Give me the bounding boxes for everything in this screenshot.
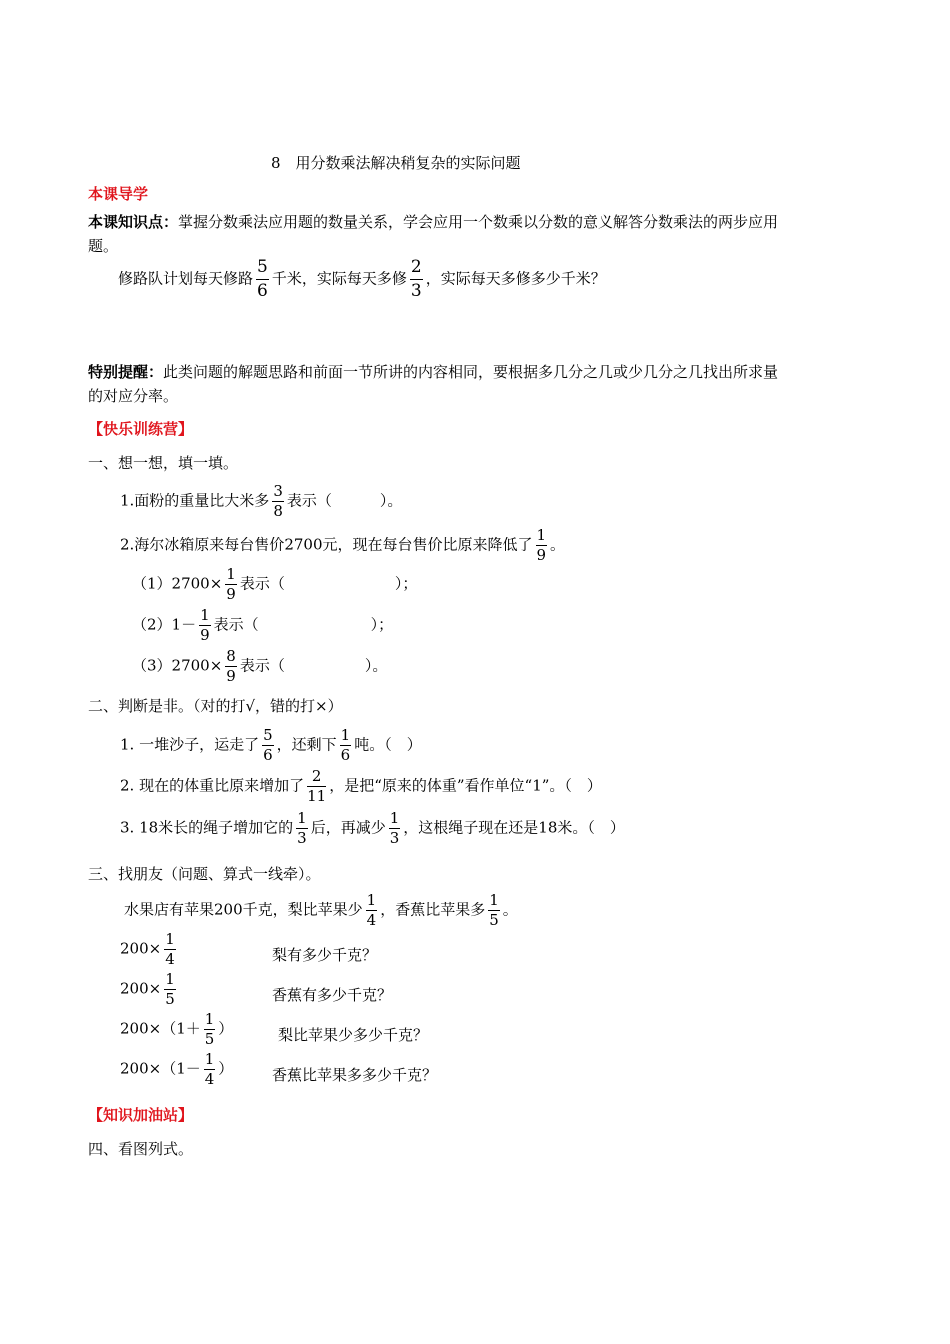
- s3-intro: 水果店有苹果200千克，梨比苹果少 $\frac{1}{4}$ ，香蕉比苹果多 $\frac{1}{5}$ 。: [124, 891, 518, 929]
- section3-heading: 三、找朋友（问题、算式一线牵）。: [88, 865, 321, 883]
- s2-question-2: 2. 现在的体重比原来增加了 $\frac{2}{11}$ ，是把“原来的体重”看作单位“1”。（ ）: [120, 767, 602, 805]
- knowledge-line-1: [88, 211, 778, 232]
- s1-question-2: 2.海尔冰箱原来每台售价2700元，现在每台售价比原来降低了 $\frac{1}{9}$ 。: [120, 526, 566, 564]
- fraction: $\frac{5}{6}$: [257, 257, 268, 301]
- example-problem: [118, 259, 606, 300]
- camp-heading: 【快乐训练营】: [88, 420, 194, 438]
- knowledge-text: 掌握分数乘法应用题的数量关系，学会应用一个数乘以分数的意义解答分数乘法的两步应用: [178, 213, 779, 231]
- fraction: $\frac{1}{4}$: [204, 1050, 215, 1088]
- match-expression[interactable]: 200× $\frac{1}{5}$: [120, 970, 175, 1008]
- fraction: $\frac{3}{8}$: [273, 482, 283, 520]
- fraction: $\frac{1}{5}$: [204, 1010, 215, 1048]
- fraction: $\frac{8}{9}$: [226, 647, 236, 685]
- fraction: $\frac{1}{9}$: [200, 606, 210, 644]
- knowledge-label: 本课知识点：: [88, 213, 179, 231]
- section4-heading: 四、看图列式。: [88, 1140, 194, 1158]
- fraction: $\frac{2}{11}$: [307, 767, 327, 805]
- s2-question-3: 3. 18米长的绳子增加它的 $\frac{1}{3}$ 后，再减少 $\frac{1}{3}$ ，这根绳子现在还是18米。（ ）: [120, 809, 625, 847]
- reminder-text: 此类问题的解题思路和前面一节所讲的内容相同，要根据多几分之几或少几分之几找出所求量: [163, 363, 779, 381]
- match-expression[interactable]: 200×（1－ $\frac{1}{4}$ ）: [120, 1050, 234, 1088]
- s1-question-1: 1.面粉的重量比大米多 $\frac{3}{8}$ 表示（ ）。: [120, 482, 403, 520]
- reminder-line-2: 的对应分率。: [88, 387, 179, 405]
- example-part2: 千米，实际每天多修: [271, 269, 407, 288]
- example-part3: ，实际每天多修多少千米？: [425, 269, 606, 288]
- s2-question-1: 1. 一堆沙子，运走了 $\frac{5}{6}$ ，还剩下 $\frac{1}{6}$ 吨。（ ）: [120, 726, 422, 764]
- match-question[interactable]: 梨比苹果少多少千克？: [278, 1026, 429, 1044]
- fraction: $\frac{1}{3}$: [389, 809, 400, 847]
- match-expression[interactable]: 200×（1＋ $\frac{1}{5}$ ）: [120, 1010, 234, 1048]
- fuel-heading: 【知识加油站】: [88, 1106, 194, 1124]
- fraction: $\frac{5}{6}$: [263, 726, 273, 764]
- match-expression[interactable]: 200× $\frac{1}{4}$: [120, 930, 175, 968]
- reminder-label: 特别提醒：: [88, 363, 164, 381]
- knowledge-line-2: 题。: [88, 237, 119, 255]
- example-part1: 修路队计划每天修路: [118, 269, 254, 288]
- guide-heading: 本课导学: [88, 185, 149, 203]
- page-title: 8 用分数乘法解决稍复杂的实际问题: [271, 154, 521, 172]
- match-question[interactable]: 香蕉比苹果多多少千克？: [272, 1066, 438, 1084]
- fraction: $\frac{1}{6}$: [340, 726, 351, 764]
- fraction: $\frac{1}{9}$: [226, 565, 236, 603]
- reminder-line-1: [88, 361, 778, 382]
- fraction: $\frac{1}{3}$: [297, 809, 307, 847]
- fraction: $\frac{1}{9}$: [536, 526, 547, 564]
- match-question[interactable]: 香蕉有多少千克？: [272, 986, 393, 1004]
- fraction: $\frac{1}{4}$: [165, 930, 175, 968]
- match-question[interactable]: 梨有多少千克？: [272, 946, 378, 964]
- section2-heading: 二、判断是非。（对的打√，错的打×）: [88, 697, 343, 715]
- s1-sub-question-3: （3）2700× $\frac{8}{9}$ 表示（ ）。: [132, 647, 388, 685]
- section1-heading: 一、想一想，填一填。: [88, 454, 239, 472]
- fraction: $\frac{2}{3}$: [410, 257, 422, 301]
- fraction: $\frac{1}{4}$: [366, 891, 377, 929]
- s1-sub-question-2: （2）1－ $\frac{1}{9}$ 表示（ ）；: [132, 606, 394, 644]
- fraction: $\frac{1}{5}$: [165, 970, 175, 1008]
- fraction: $\frac{1}{5}$: [489, 891, 499, 929]
- s1-sub-question-1: （1）2700× $\frac{1}{9}$ 表示（ ）；: [132, 565, 418, 603]
